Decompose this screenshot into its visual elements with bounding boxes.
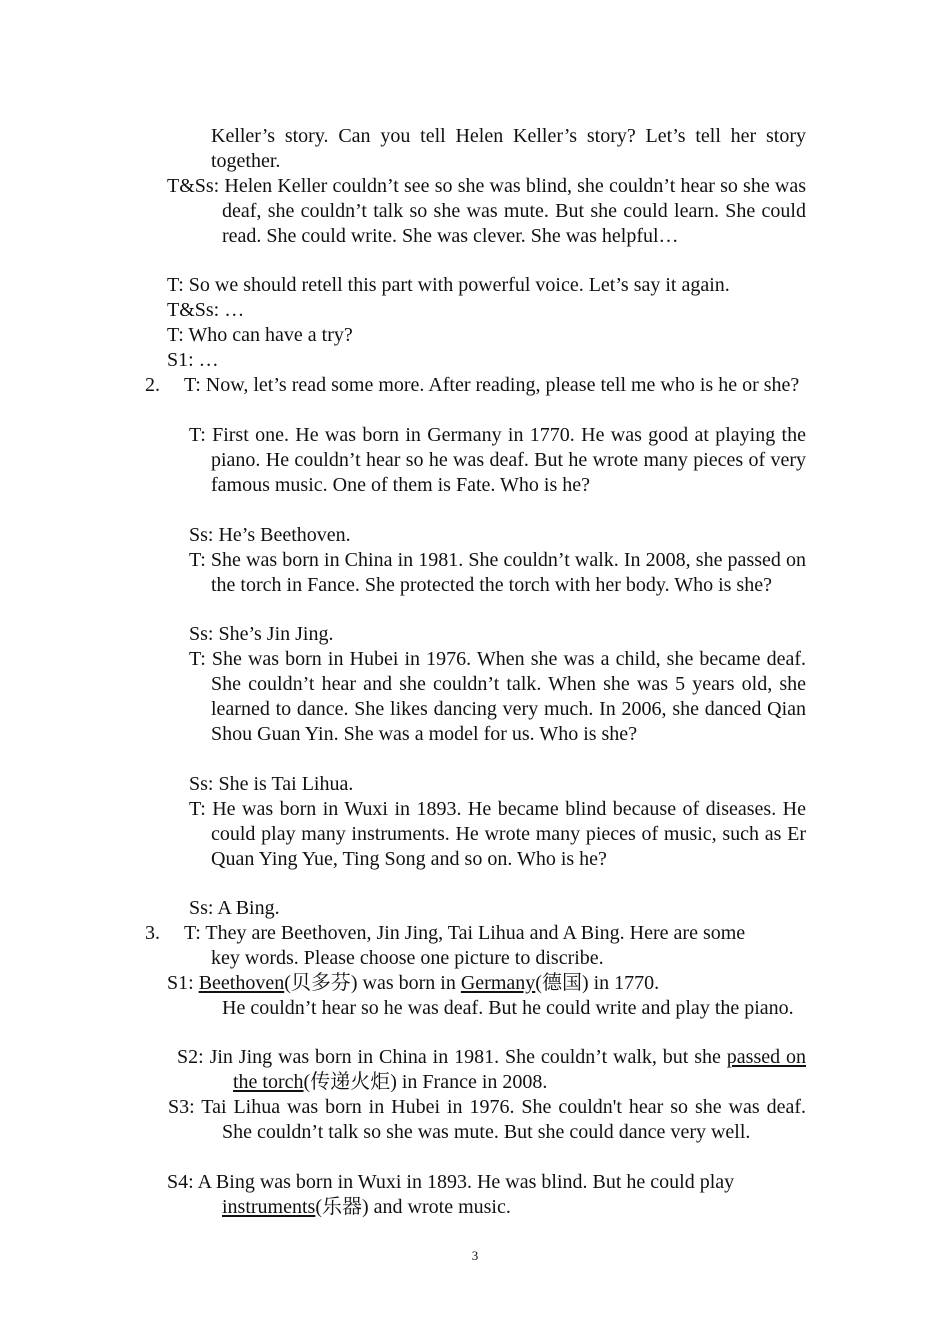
page-number: 3 [471,1248,479,1263]
s2-text-end: (传递火炬) in France in 2008. [303,1070,548,1093]
s1-text-end: (德国) in 1770. [535,972,660,994]
s1-text-mid: (贝多芬) was born in [284,972,461,994]
item2-t-first: T: First one. He was born in Germany in 1770. He was good at playing the piano. He couldn’t hear so he was deaf. But he wrote many pieces of very famous music. One of them is Fate. Who is he? [189,424,806,496]
s4-keyword-instruments: instruments [222,1196,316,1218]
item3-s1-line [167,971,807,996]
item2-ss-abing: Ss: A Bing. [189,897,280,919]
item3-s4-continuation [222,1195,806,1220]
item2-ss-tailihua: Ss: She is Tai Lihua. [189,773,354,795]
item2-ss-jinjing: Ss: She’s Jin Jing. [189,623,334,645]
s4-text-end: (乐器) and wrote music. [315,1196,511,1218]
item3-s4-line: S4: A Bing was born in Wuxi in 1893. He was blind. But he could play [167,1171,735,1193]
intro-t-try: T: Who can have a try? [167,324,353,346]
s1-keyword-germany: Germany [460,972,536,994]
item2-question: T: Now, let’s read some more. After reading, please tell me who is he or she? [184,374,800,396]
intro-continuation: Keller’s story. Can you tell Helen Keller’s story? Let’s tell her story together. [211,125,806,172]
item3-s3-paragraph: S3: Tai Lihua was born in Hubei in 1976. She couldn't hear so she was deaf. She couldn’t talk so she was mute. But she could dance very well. [168,1096,806,1143]
intro-t-retell: T: So we should retell this part with powerful voice. Let’s say it again. [167,274,730,296]
item2-t-jinjing: T: She was born in China in 1981. She couldn’t walk. In 2008, she passed on the torch in Fance. She protected the torch with her body. Who is she? [189,549,806,596]
item3-prompt: T: They are Beethoven, Jin Jing, Tai Lihua and A Bing. Here are some key words. Please choose one picture to discribe. [184,922,746,969]
s1-speaker-text: S1: [167,972,199,994]
s2-text-start: S2: Jin Jing was born in China in 1981. She couldn’t walk, but she [177,1046,727,1068]
intro-tss-ellipsis: T&Ss: … [167,299,245,321]
item3-number: 3. [145,922,160,944]
intro-tss-paragraph: T&Ss: Helen Keller couldn’t see so she was blind, she couldn’t hear so she was deaf, she couldn’t talk so she was mute. But she could learn. She could read. She could write. She was clever. She was helpful… [167,175,806,247]
item3-s2-paragraph [177,1045,806,1095]
item2-t-tailihua: T: She was born in Hubei in 1976. When she was a child, she became deaf. She couldn’t hear and she couldn’t talk. When she was 5 years old, she learned to dance. She likes dancing very much. In 2006, she danced Qian Shou Guan Yin. She was a model for us. Who is she? [189,648,806,745]
item2-t-abing: T: He was born in Wuxi in 1893. He became blind because of diseases. He could play many instruments. He wrote many pieces of music, such as Er Quan Ying Yue, Ting Song and so on. Who is he? [189,798,806,870]
s1-keyword-beethoven: Beethoven [198,972,285,994]
intro-s1-ellipsis: S1: … [167,349,219,371]
item2-number: 2. [145,374,160,396]
item2-ss-beethoven: Ss: He’s Beethoven. [189,524,351,546]
item3-s1-continuation: He couldn’t hear so he was deaf. But he could write and play the piano. [222,997,794,1019]
s2-keyword-torch: passed on the torch [233,1046,806,1093]
